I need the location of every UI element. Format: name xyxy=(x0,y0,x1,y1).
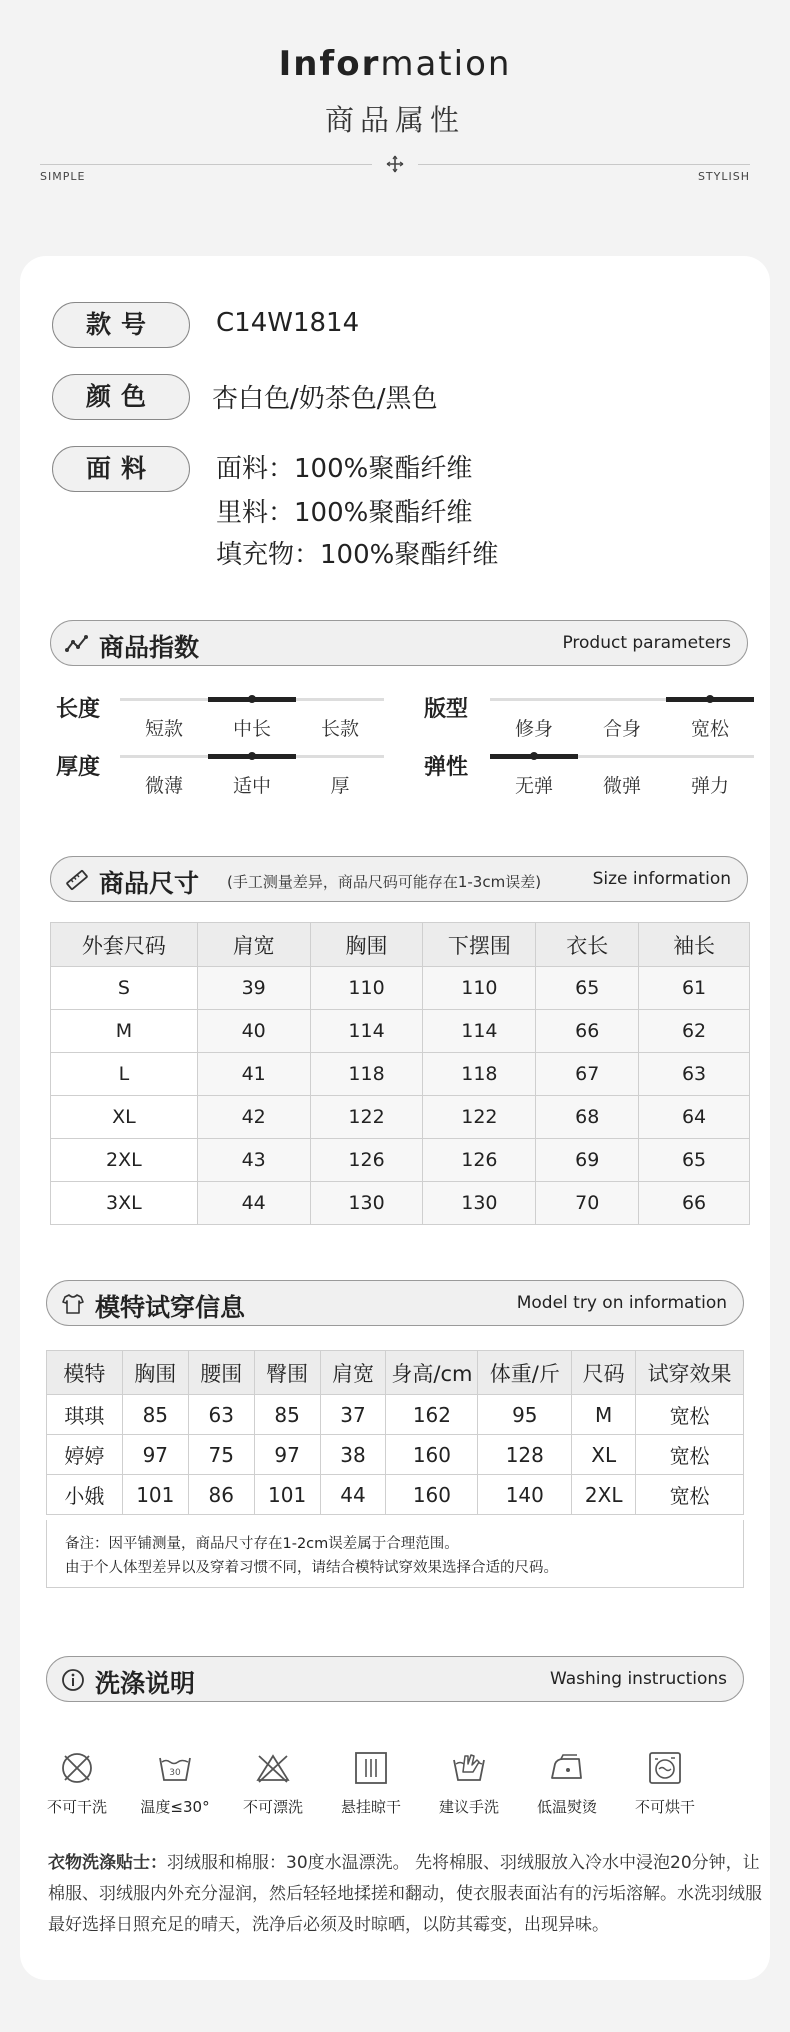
wash-item xyxy=(620,1750,710,1817)
size-header-cell: 胸围 xyxy=(310,923,423,967)
fit-scale xyxy=(490,698,754,738)
size-cell: 122 xyxy=(310,1096,423,1139)
size-cell: 126 xyxy=(310,1139,423,1182)
wash-label: 建议手洗 xyxy=(438,1798,499,1816)
model-cell: 160 xyxy=(386,1475,478,1515)
model-header-cell: 模特 xyxy=(47,1351,123,1395)
model-cell: 95 xyxy=(478,1395,572,1435)
model-cell: 63 xyxy=(188,1395,254,1435)
model-cell: 97 xyxy=(122,1435,188,1475)
size-cell: S xyxy=(51,967,198,1010)
model-cell: 101 xyxy=(122,1475,188,1515)
wash-label: 低温熨烫 xyxy=(536,1798,597,1816)
thickness-option: 微薄 xyxy=(144,775,183,797)
size-cell: 42 xyxy=(197,1096,310,1139)
fit-option: 宽松 xyxy=(690,718,729,740)
wash-item xyxy=(32,1750,122,1817)
model-header-cell: 体重/斤 xyxy=(478,1351,572,1395)
size-cell: 68 xyxy=(536,1096,639,1139)
size-header-cell: 衣长 xyxy=(536,923,639,967)
size-cell: 41 xyxy=(197,1053,310,1096)
size-cell: 110 xyxy=(423,967,536,1010)
size-cell: 110 xyxy=(310,967,423,1010)
model-note xyxy=(46,1520,744,1588)
cross-ornament-icon xyxy=(385,154,405,174)
model-title: 模特试穿信息 xyxy=(95,1293,246,1322)
model-cell: 小娥 xyxy=(47,1475,123,1515)
table-row xyxy=(47,1435,744,1475)
length-option: 中长 xyxy=(232,718,271,740)
size-cell: 126 xyxy=(423,1139,536,1182)
model-header-cell: 肩宽 xyxy=(320,1351,386,1395)
size-header-cell: 肩宽 xyxy=(197,923,310,967)
model-cell: XL xyxy=(572,1435,636,1475)
no-dry-clean-icon xyxy=(59,1750,95,1786)
info-card xyxy=(20,256,770,1980)
params-title: 商品指数 xyxy=(99,633,200,662)
size-cell: 66 xyxy=(536,1010,639,1053)
hang-dry-icon xyxy=(353,1750,389,1786)
page-title: Information xyxy=(278,44,512,84)
thickness-option: 厚 xyxy=(330,775,350,797)
model-header-row xyxy=(47,1351,744,1395)
size-cell: 114 xyxy=(423,1010,536,1053)
wash-label: 温度≤30° xyxy=(140,1798,210,1816)
model-header-cell: 胸围 xyxy=(122,1351,188,1395)
model-cell: 婷婷 xyxy=(47,1435,123,1475)
size-cell: 2XL xyxy=(51,1139,198,1182)
shirt-icon xyxy=(61,1292,85,1316)
size-en-title: Size information xyxy=(592,869,731,889)
product-params-header xyxy=(50,620,748,666)
model-cell: M xyxy=(572,1395,636,1435)
size-cell: 65 xyxy=(536,967,639,1010)
thickness-scale xyxy=(120,755,384,795)
params-en-title: Product parameters xyxy=(562,633,731,653)
model-cell: 160 xyxy=(386,1435,478,1475)
table-row xyxy=(51,1139,750,1182)
size-cell: 63 xyxy=(639,1053,750,1096)
simple-tag: SIMPLE xyxy=(40,170,86,183)
size-cell: 44 xyxy=(197,1182,310,1225)
wash-item xyxy=(326,1750,416,1817)
wash-label: 不可干洗 xyxy=(46,1798,107,1816)
size-cell: 70 xyxy=(536,1182,639,1225)
fabric-line-3: 填充物：100%聚酯纤维 xyxy=(216,540,499,570)
size-cell: 65 xyxy=(639,1139,750,1182)
size-cell: 130 xyxy=(310,1182,423,1225)
model-table xyxy=(46,1350,744,1515)
washing-tips xyxy=(48,1848,768,1941)
length-label: 长度 xyxy=(56,697,101,722)
table-row xyxy=(51,1053,750,1096)
divider-left xyxy=(40,164,372,165)
size-cell: L xyxy=(51,1053,198,1096)
size-cell: 118 xyxy=(310,1053,423,1096)
table-row xyxy=(51,967,750,1010)
model-cell: 86 xyxy=(188,1475,254,1515)
svg-text:30: 30 xyxy=(169,1768,181,1778)
no-bleach-icon xyxy=(255,1750,291,1786)
washing-tip-text: 羽绒服和棉服：30度水温漂洗。 先将棉服、羽绒服放入冷水中浸泡20分钟，让棉服、羽绒服内外充分湿润，然后轻轻地揉搓和翻动，使衣服表面沾有的污垢溶解。水洗羽绒服最好选择日照充足的晴天，洗净后必须及时晾晒，以防其霉变，出现异味。 xyxy=(48,1853,762,1935)
fit-option: 修身 xyxy=(514,718,553,740)
fabric-line-1: 面料：100%聚酯纤维 xyxy=(216,454,473,484)
size-cell: 61 xyxy=(639,967,750,1010)
hand-wash-icon xyxy=(451,1750,487,1786)
size-cell: 130 xyxy=(423,1182,536,1225)
no-tumble-dry-icon xyxy=(647,1750,683,1786)
thickness-label: 厚度 xyxy=(56,755,101,780)
table-row xyxy=(47,1395,744,1435)
washing-en-title: Washing instructions xyxy=(549,1669,727,1689)
model-cell: 101 xyxy=(254,1475,320,1515)
size-header-cell: 下摆围 xyxy=(423,923,536,967)
thickness-option: 适中 xyxy=(232,775,271,797)
info-icon xyxy=(61,1668,85,1692)
divider-right xyxy=(418,164,750,165)
model-cell: 琪琪 xyxy=(47,1395,123,1435)
model-cell: 85 xyxy=(122,1395,188,1435)
style-no-pill: 款号 xyxy=(52,302,190,348)
low-iron-icon xyxy=(549,1750,585,1786)
model-en-title: Model try on information xyxy=(516,1293,727,1313)
size-cell: M xyxy=(51,1010,198,1053)
color-value: 杏白色/奶茶色/黑色 xyxy=(212,384,438,414)
model-cell: 85 xyxy=(254,1395,320,1435)
wash-item xyxy=(228,1750,318,1817)
model-header-cell: 身高/cm xyxy=(386,1351,478,1395)
size-header-cell: 外套尺码 xyxy=(51,923,198,967)
color-pill: 颜色 xyxy=(52,374,190,420)
trend-line-icon xyxy=(65,632,89,656)
size-header-row xyxy=(51,923,750,967)
fabric-line-2: 里料：100%聚酯纤维 xyxy=(216,498,473,528)
size-header-cell: 袖长 xyxy=(639,923,750,967)
model-cell: 75 xyxy=(188,1435,254,1475)
size-cell: XL xyxy=(51,1096,198,1139)
wash-item xyxy=(522,1750,612,1817)
model-cell: 140 xyxy=(478,1475,572,1515)
model-cell: 宽松 xyxy=(636,1475,744,1515)
model-header-cell: 臀围 xyxy=(254,1351,320,1395)
wash-label: 悬挂晾干 xyxy=(340,1798,401,1816)
model-cell: 128 xyxy=(478,1435,572,1475)
elasticity-label: 弹性 xyxy=(424,755,469,780)
washing-header xyxy=(46,1656,744,1702)
size-cell: 69 xyxy=(536,1139,639,1182)
ruler-icon xyxy=(65,868,89,892)
model-cell: 44 xyxy=(320,1475,386,1515)
table-row xyxy=(51,1096,750,1139)
length-option: 短款 xyxy=(144,718,183,740)
length-option: 长款 xyxy=(320,718,359,740)
elasticity-option: 弹力 xyxy=(690,775,729,797)
model-cell: 2XL xyxy=(572,1475,636,1515)
model-cell: 97 xyxy=(254,1435,320,1475)
elasticity-option: 微弹 xyxy=(602,775,641,797)
size-info-header xyxy=(50,856,748,902)
size-title: 商品尺寸 xyxy=(99,869,200,898)
model-note-line-2: 由于个人体型差异以及穿着习惯不同，请结合模特试穿效果选择合适的尺码。 xyxy=(65,1560,558,1576)
size-table xyxy=(50,922,750,1225)
size-note: (手工测量差异，商品尺码可能存在1-3cm误差) xyxy=(227,873,542,891)
size-cell: 66 xyxy=(639,1182,750,1225)
model-header-cell: 腰围 xyxy=(188,1351,254,1395)
page-subtitle: 商品属性 xyxy=(324,103,465,137)
wash-label: 不可烘干 xyxy=(634,1798,695,1816)
table-row xyxy=(51,1182,750,1225)
table-row xyxy=(51,1010,750,1053)
size-cell: 39 xyxy=(197,967,310,1010)
model-cell: 162 xyxy=(386,1395,478,1435)
elasticity-scale xyxy=(490,755,754,795)
style-no-value: C14W1814 xyxy=(216,308,360,338)
wash-item xyxy=(130,1750,220,1817)
size-cell: 40 xyxy=(197,1010,310,1053)
size-cell: 67 xyxy=(536,1053,639,1096)
model-cell: 38 xyxy=(320,1435,386,1475)
washing-tip-label: 衣物洗涤贴士： xyxy=(48,1853,167,1873)
stylish-tag: STYLISH xyxy=(697,170,750,183)
size-cell: 62 xyxy=(639,1010,750,1053)
model-cell: 37 xyxy=(320,1395,386,1435)
wash-30-icon xyxy=(157,1750,193,1786)
size-cell: 3XL xyxy=(51,1182,198,1225)
model-info-header xyxy=(46,1280,744,1326)
model-cell: 宽松 xyxy=(636,1395,744,1435)
elasticity-option: 无弹 xyxy=(514,775,553,797)
wash-label: 不可漂洗 xyxy=(242,1798,303,1816)
table-row xyxy=(47,1475,744,1515)
size-cell: 114 xyxy=(310,1010,423,1053)
model-header-cell: 尺码 xyxy=(572,1351,636,1395)
size-cell: 64 xyxy=(639,1096,750,1139)
model-note-line-1: 备注：因平铺测量，商品尺寸存在1-2cm误差属于合理范围。 xyxy=(65,1536,459,1552)
wash-item xyxy=(424,1750,514,1817)
size-cell: 43 xyxy=(197,1139,310,1182)
fabric-pill: 面料 xyxy=(52,446,190,492)
size-cell: 122 xyxy=(423,1096,536,1139)
washing-title: 洗涤说明 xyxy=(95,1669,196,1698)
length-scale xyxy=(120,698,384,738)
size-cell: 118 xyxy=(423,1053,536,1096)
model-header-cell: 试穿效果 xyxy=(636,1351,744,1395)
model-cell: 宽松 xyxy=(636,1435,744,1475)
fit-label: 版型 xyxy=(424,697,469,722)
fit-option: 合身 xyxy=(602,718,641,740)
